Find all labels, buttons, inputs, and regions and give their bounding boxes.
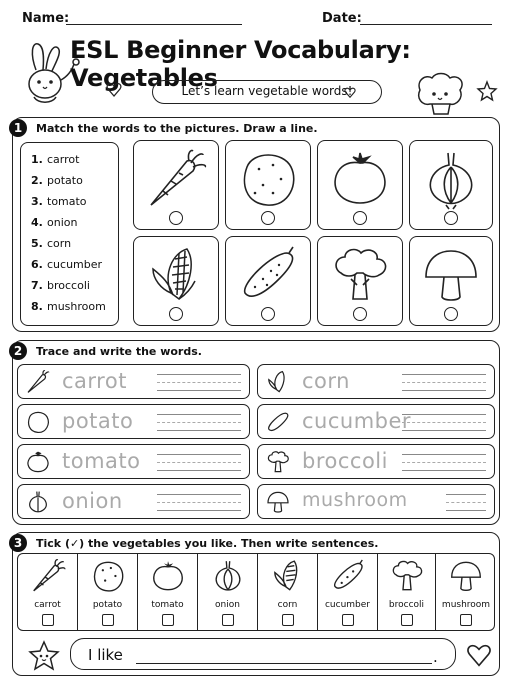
list-item: 5. corn [31, 237, 72, 250]
tick-checkbox[interactable] [102, 614, 114, 626]
trace-word: onion [62, 489, 123, 513]
cucumber-icon [233, 243, 303, 307]
picture-card-potato[interactable] [225, 140, 311, 230]
tick-item-corn [258, 554, 318, 630]
potato-icon [24, 409, 52, 435]
list-item: 2. potato [31, 174, 83, 187]
match-dot[interactable] [261, 307, 275, 321]
trace-row-tomato[interactable] [17, 444, 250, 479]
tick-checkbox[interactable] [460, 614, 472, 626]
onion-icon [416, 147, 486, 211]
trace-word: tomato [62, 449, 141, 473]
trace-row-onion[interactable] [17, 484, 250, 519]
sentence-start: I like [88, 646, 123, 664]
tomato-icon [148, 557, 188, 595]
tick-label: carrot [34, 600, 61, 610]
list-item: 7. broccoli [31, 279, 90, 292]
trace-row-cucumber[interactable] [257, 404, 495, 439]
picture-card-cucumber[interactable] [225, 236, 311, 326]
match-dot[interactable] [261, 211, 275, 225]
broccoli-icon [325, 243, 395, 307]
tick-item-broccoli [378, 554, 436, 630]
tick-item-mushroom [436, 554, 496, 630]
tick-item-potato [78, 554, 138, 630]
match-dot[interactable] [444, 211, 458, 225]
potato-icon [88, 557, 128, 595]
speech-bubble: Let’s learn vegetable words! [152, 80, 382, 104]
carrot-icon [141, 147, 211, 211]
tomato-icon [325, 147, 395, 211]
match-dot[interactable] [444, 307, 458, 321]
corn-icon [141, 243, 211, 307]
trace-word: broccoli [302, 449, 388, 473]
trace-row-potato[interactable] [17, 404, 250, 439]
picture-card-onion[interactable] [409, 140, 493, 230]
tick-checkbox[interactable] [282, 614, 294, 626]
heart-icon [466, 643, 492, 667]
trace-row-broccoli[interactable] [257, 444, 495, 479]
list-item: 8. mushroom [31, 300, 106, 313]
broccoli-mascot-icon [412, 70, 468, 116]
list-item: 4. onion [31, 216, 78, 229]
sentence-period: . [433, 648, 438, 666]
picture-card-corn[interactable] [133, 236, 219, 326]
broccoli-icon [387, 557, 427, 595]
onion-icon [208, 557, 248, 595]
trace-word: potato [62, 409, 134, 433]
tick-table [17, 553, 495, 631]
corn-icon [264, 369, 292, 395]
name-field[interactable] [66, 24, 242, 25]
onion-icon [24, 489, 52, 515]
potato-icon [233, 147, 303, 211]
cucumber-icon [328, 557, 368, 595]
match-dot[interactable] [353, 211, 367, 225]
section-number-1: 1 [9, 119, 27, 137]
bubble-heart-icon [344, 87, 356, 98]
cucumber-icon [264, 409, 292, 435]
trace-row-corn[interactable] [257, 364, 495, 399]
carrot-icon [28, 557, 68, 595]
star-icon [476, 80, 498, 102]
tick-item-onion [198, 554, 258, 630]
tick-item-tomato [138, 554, 198, 630]
date-field[interactable] [360, 24, 492, 25]
section-3-instruction: Tick (✓) the vegetables you like. Then write sentences. [36, 537, 379, 550]
word-list [20, 142, 119, 326]
section-1-instruction: Match the words to the pictures. Draw a line. [36, 122, 318, 135]
picture-card-mushroom[interactable] [409, 236, 493, 326]
heart-icon [106, 82, 122, 97]
date-label: Date: [322, 11, 362, 26]
trace-word: mushroom [302, 489, 408, 511]
tick-checkbox[interactable] [42, 614, 54, 626]
carrot-icon [24, 369, 52, 395]
picture-card-carrot[interactable] [133, 140, 219, 230]
tick-label: cucumber [324, 600, 371, 610]
tick-label: tomato [151, 600, 184, 610]
tick-label: potato [92, 600, 123, 610]
star-mascot-icon [28, 640, 60, 672]
tick-item-carrot [18, 554, 78, 630]
section-number-3: 3 [9, 534, 27, 552]
corn-icon [268, 557, 308, 595]
tick-checkbox[interactable] [342, 614, 354, 626]
name-label: Name: [22, 11, 70, 26]
trace-row-carrot[interactable] [17, 364, 250, 399]
sentence-box[interactable] [70, 638, 456, 670]
mushroom-icon [446, 557, 486, 595]
match-dot[interactable] [169, 211, 183, 225]
picture-card-tomato[interactable] [317, 140, 403, 230]
tick-label: onion [215, 600, 240, 610]
list-item: 6. cucumber [31, 258, 103, 271]
picture-card-broccoli[interactable] [317, 236, 403, 326]
tomato-icon [24, 449, 52, 475]
trace-word: cucumber [302, 409, 412, 433]
broccoli-icon [264, 449, 292, 475]
trace-word: carrot [62, 369, 127, 393]
mushroom-icon [264, 489, 292, 515]
list-item: 1. carrot [31, 153, 80, 166]
trace-row-mushroom[interactable] [257, 484, 495, 519]
tick-label: corn [277, 600, 298, 610]
list-item: 3. tomato [31, 195, 87, 208]
trace-word: corn [302, 369, 350, 393]
section-number-2: 2 [9, 342, 27, 360]
tick-checkbox[interactable] [162, 614, 174, 626]
match-dot[interactable] [169, 307, 183, 321]
tick-label: mushroom [441, 600, 491, 610]
page-title: ESL Beginner Vocabulary: Vegetables [70, 36, 411, 92]
tick-label: broccoli [388, 600, 425, 610]
section-2-instruction: Trace and write the words. [36, 345, 202, 358]
mushroom-icon [416, 243, 486, 307]
tick-item-cucumber [318, 554, 378, 630]
match-dot[interactable] [353, 307, 367, 321]
sentence-line[interactable] [136, 663, 432, 664]
tick-checkbox[interactable] [222, 614, 234, 626]
tick-checkbox[interactable] [401, 614, 413, 626]
